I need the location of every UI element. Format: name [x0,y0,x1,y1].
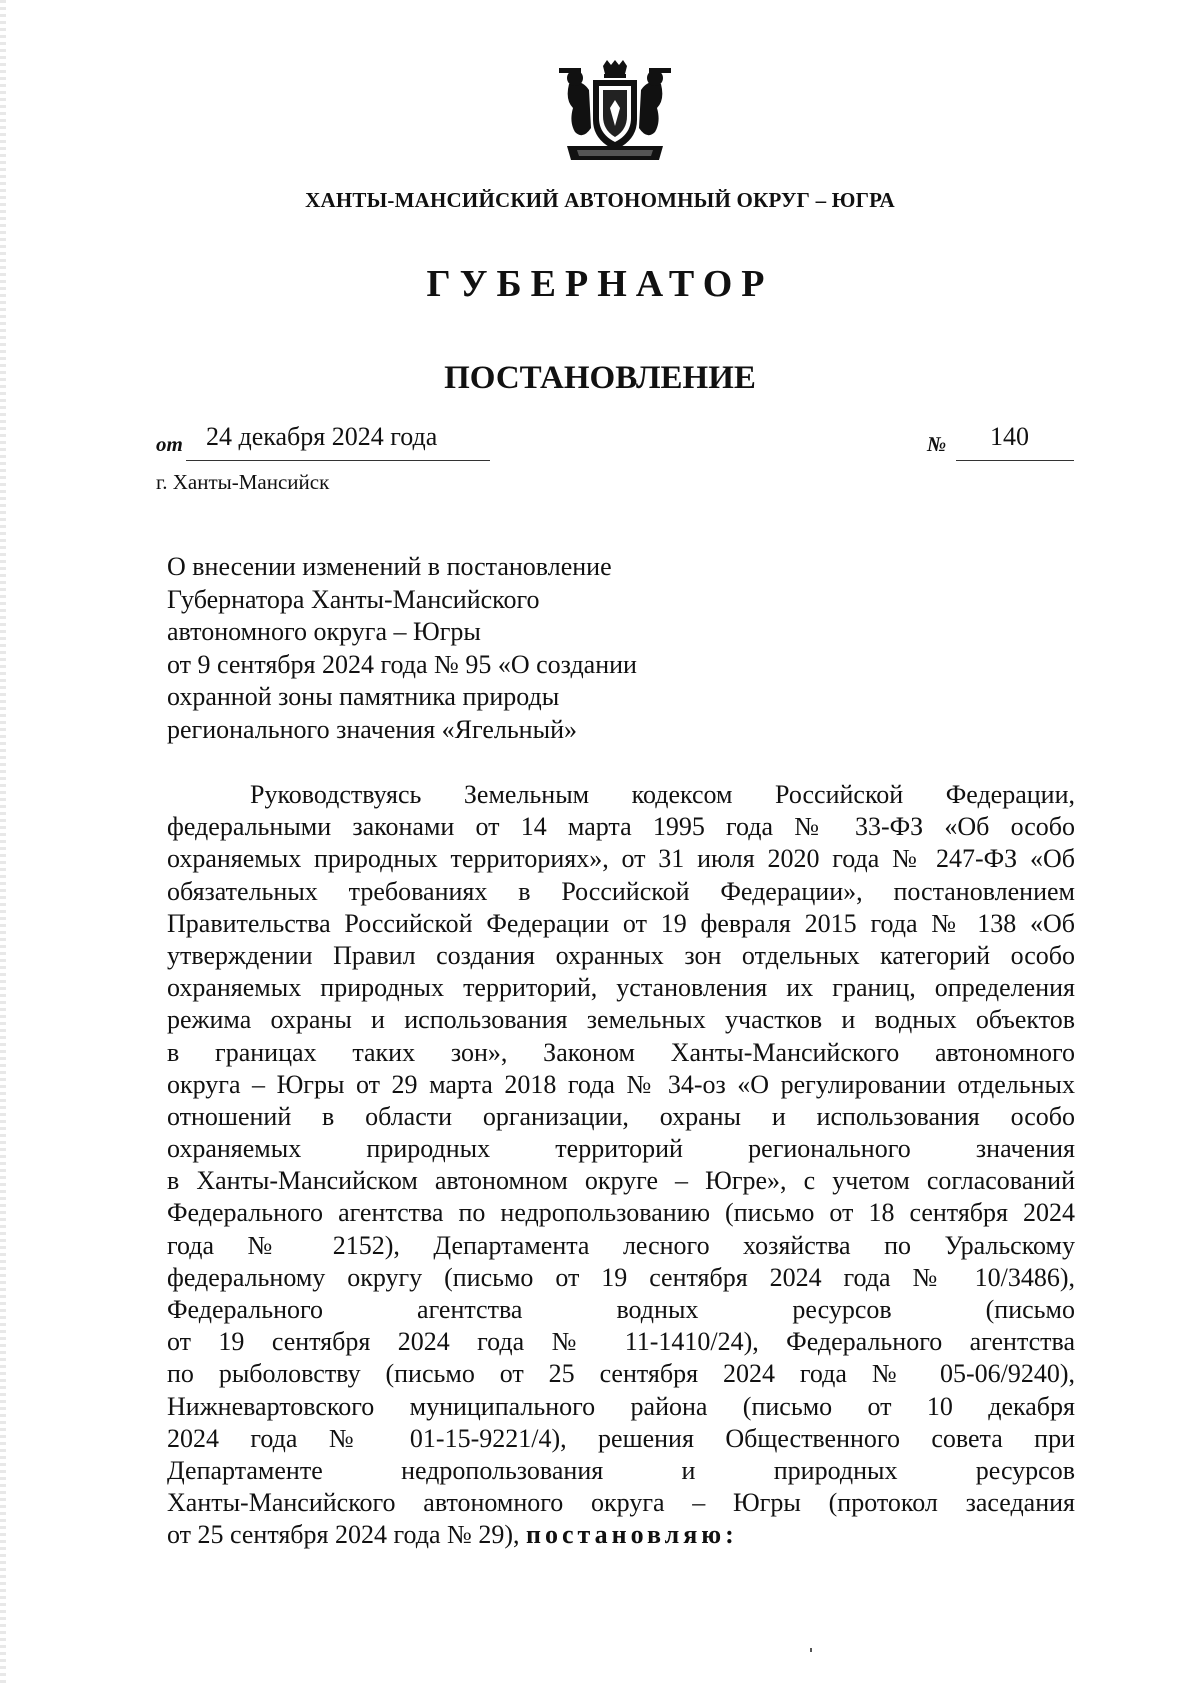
paragraph-line: Ханты-Мансийского автономного округа – Югры (протокол заседания [167,1488,1075,1518]
date-field [186,422,490,461]
paragraph-line: Правительства Российской Федерации от 19 февраля 2015 года № 138 «Об [167,908,1075,938]
subject-line: от 9 сентября 2024 года № 95 «О создании [167,649,637,679]
subject-line: О внесении изменений в постановление [167,552,612,581]
paragraph-line: Федерального агентства водных ресурсов (письмо [167,1295,1075,1324]
subject-line: Губернатора Ханты-Мансийского [167,584,540,614]
paragraph-line: в Ханты-Мансийском автономном округе – Югре», с учетом согласований [167,1166,1075,1196]
document-type: ПОСТАНОВЛЕНИЕ [444,360,756,396]
city: г. Ханты-Мансийск [156,470,330,494]
paragraph-line: года № 2152), Департамента лесного хозяйства по Уральскому [167,1230,1075,1260]
paragraph-line: по рыболовству (письмо от 25 сентября 2024 года № 05-06/9240), [167,1359,1075,1389]
paragraph-line: федеральному округу (письмо от 19 сентября 2024 года № 10/3486), [167,1262,1075,1292]
paragraph-last-line [167,1519,1075,1551]
date-label: от [156,432,183,456]
paragraph-line: округа – Югры от 29 марта 2018 года № 34-оз «О регулировании отдельных [167,1069,1075,1099]
number-value: 140 [990,422,1029,451]
coat-of-arms-icon [559,60,671,164]
paragraph-line: Департаменте недропользования и природных ресурсов [167,1455,1075,1485]
paragraph-line: Руководствуясь Земельным кодексом Российской Федерации, [250,780,1075,809]
paragraph-line: Нижневартовского муниципального района (письмо от 10 декабря [167,1391,1075,1421]
preamble-paragraph [167,779,1075,1552]
resolve-word: постановляю: [526,1520,738,1550]
subject-line: автономного округа – Югры [167,617,481,647]
number-label: № [927,432,947,456]
scan-speck [810,1648,812,1652]
paragraph-line: от 19 сентября 2024 года № 11-1410/24), Федерального агентства [167,1327,1075,1357]
paragraph-line: обязательных требованиях в Российской Федерации», постановлением [167,876,1075,906]
subject-line: охранной зоны памятника природы [167,682,560,712]
region-name: ХАНТЫ-МАНСИЙСКИЙ АВТОНОМНЫЙ ОКРУГ – ЮГРА [305,188,895,212]
paragraph-line: 2024 года № 01-15-9221/4), решения Общественного совета при [167,1423,1075,1453]
scan-edge [0,0,6,1686]
paragraph-line: утверждении Правил создания охранных зон отдельных категорий особо [167,940,1075,970]
paragraph-line: отношений в области организации, охраны и использования особо [167,1101,1075,1131]
paragraph-line: охраняемых природных территорий, установления их границ, определения [167,973,1075,1003]
authority-title: ГУБЕРНАТОР [426,263,774,305]
number-field [956,422,1074,461]
paragraph-line: режима охраны и использования земельных участков и водных объектов [167,1005,1075,1035]
paragraph-line-text: от 25 сентября 2024 года № 29), [167,1520,520,1550]
subject-line: регионального значения «Ягельный» [167,714,577,744]
subject-heading [167,551,767,747]
paragraph-line: федеральными законами от 14 марта 1995 года № 33-ФЗ «Об особо [167,812,1075,842]
paragraph-line: охраняемых природных территорий регионального значения [167,1134,1075,1164]
paragraph-line: в границах таких зон», Законом Ханты-Мансийского автономного [167,1037,1075,1067]
date-value: 24 декабря 2024 года [206,422,438,451]
paragraph-line: охраняемых природных территориях», от 31 июля 2020 года № 247-ФЗ «Об [167,844,1075,874]
paragraph-line: Федерального агентства по недропользованию (письмо от 18 сентября 2024 [167,1198,1075,1228]
